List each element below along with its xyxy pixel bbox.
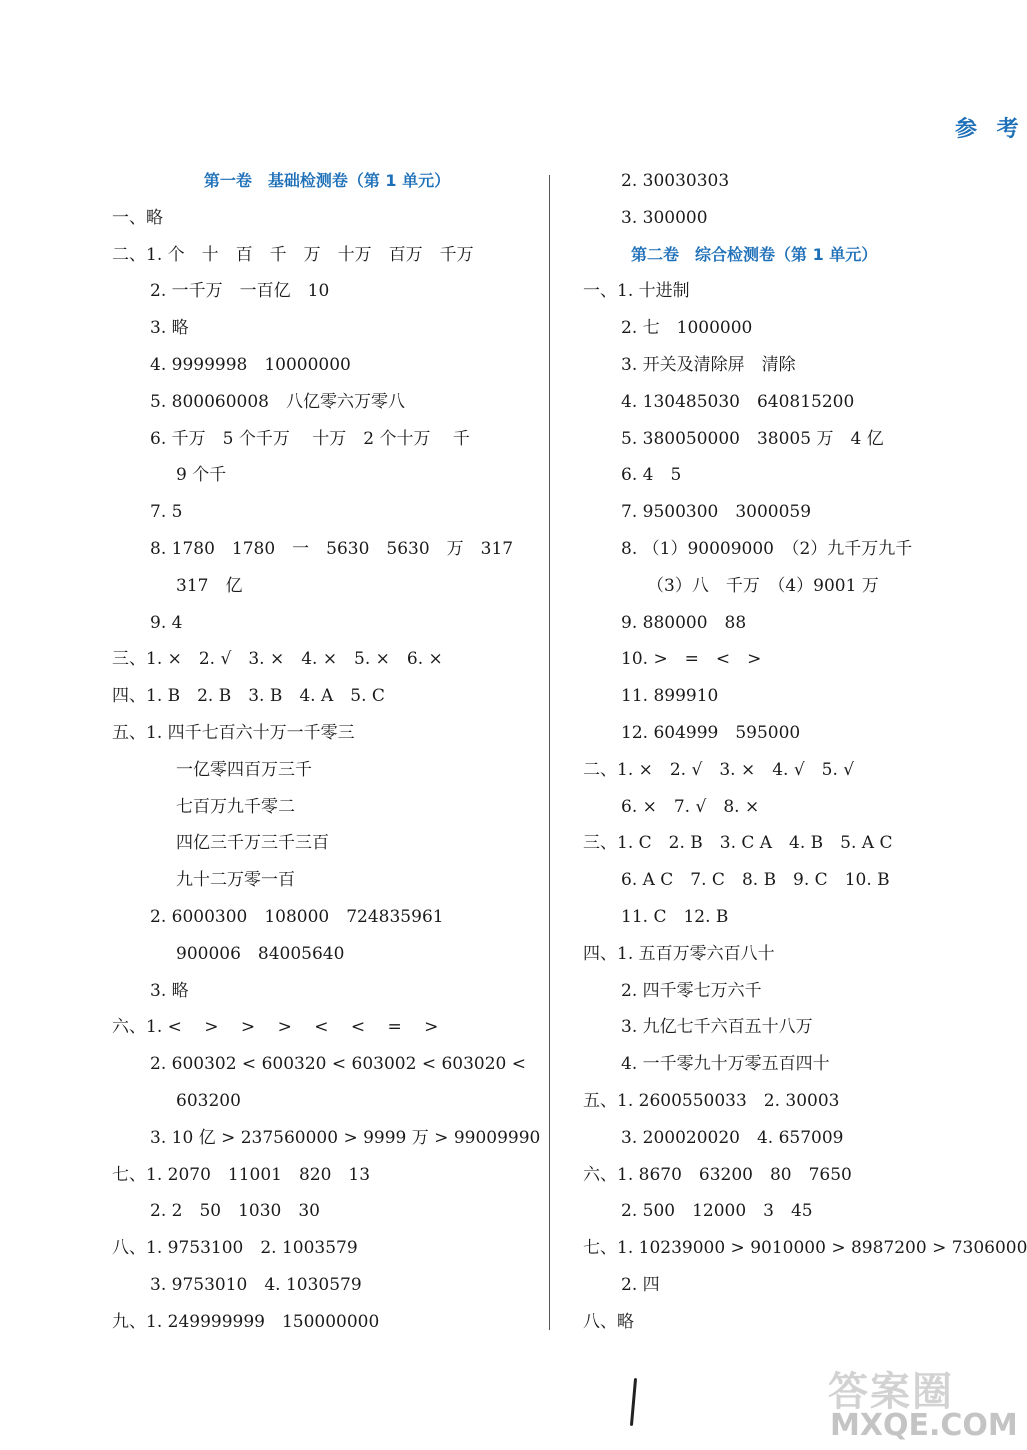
answer-line: 4. 一千零九十万零五百四十 (621, 1054, 830, 1075)
answer-line: 3. 略 (150, 980, 189, 1001)
answer-line: 2. 一千万 一百亿 10 (150, 281, 330, 302)
answer-line: 四、1. 五百万零六百八十 (583, 943, 775, 964)
answer-line: 7. 9500300 3000059 (621, 502, 812, 523)
answer-line: 2. 500 12000 3 45 (621, 1201, 813, 1222)
answer-line: 3. 300000 (621, 207, 708, 228)
answer-line: 二、1. 个 十 百 千 万 十万 百万 千万 (112, 244, 474, 265)
answer-line: 一、略 (112, 207, 163, 228)
answer-line: 6. 千万 5 个千万 十万 2 个十万 千 (150, 428, 470, 449)
answer-line: 二、1. × 2. √ 3. × 4. √ 5. √ (583, 759, 855, 780)
answer-line: 900006 84005640 (176, 943, 345, 964)
answer-line: 五、1. 四千七百六十万一千零三 (112, 722, 355, 743)
answer-line: 4. 9999998 10000000 (150, 354, 351, 375)
answer-line: 3. 9753010 4. 1030579 (150, 1274, 362, 1295)
answer-line: 五、1. 2600550033 2. 30003 (583, 1090, 840, 1111)
page-number-mark (630, 1378, 637, 1426)
answer-line: 3. 略 (150, 318, 189, 339)
section-title: 参 考 (955, 117, 1025, 142)
answer-line: 九、1. 249999999 150000000 (112, 1311, 380, 1332)
answer-line: 四亿三千万三千三百 (176, 833, 329, 854)
answer-line: 一、1. 十进制 (583, 281, 690, 302)
column-divider (549, 175, 550, 1330)
answer-line: 七百万九千零二 (176, 796, 295, 817)
answer-line: 六、1. 8670 63200 80 7650 (583, 1164, 852, 1185)
answer-line: 6. 4 5 (621, 465, 682, 486)
answer-line: 4. 130485030 640815200 (621, 391, 855, 412)
answer-line: 11. 899910 (621, 686, 719, 707)
answer-line: 2. 七 1000000 (621, 318, 753, 339)
answer-line: 2. 6000300 108000 724835961 (150, 906, 444, 927)
answer-line: 9. 880000 88 (621, 612, 747, 633)
watermark-text-bottom: MXQE.COM (830, 1408, 1018, 1443)
left-column (112, 163, 542, 1341)
section-heading: 第一卷 基础检测卷（第 1 单元） (203, 171, 451, 190)
answer-line: 3. 200020020 4. 657009 (621, 1127, 844, 1148)
answer-line: 三、1. C 2. B 3. C A 4. B 5. A C (583, 833, 893, 854)
right-column (583, 163, 1027, 1341)
answer-line: 3. 九亿七千六百五十八万 (621, 1017, 813, 1038)
answer-line: 2. 2 50 1030 30 (150, 1201, 320, 1222)
answer-line: 2. 四千零七万六千 (621, 980, 762, 1001)
watermark-text-top: 答案圈 (828, 1369, 954, 1415)
answer-line: 3. 开关及清除屏 清除 (621, 354, 796, 375)
answer-line: 8. （1）90009000 （2）九千万九千 (621, 538, 913, 559)
answer-line: 6. × 7. √ 8. × (621, 796, 760, 817)
answer-line: 3. 10 亿 > 237560000 > 9999 万 > 99009990 (150, 1127, 541, 1148)
answer-line: （3）八 千万 （4）9001 万 (647, 575, 879, 596)
answer-line: 6. A C 7. C 8. B 9. C 10. B (621, 870, 890, 891)
answer-line: 八、1. 9753100 2. 1003579 (112, 1238, 358, 1259)
answer-line: 12. 604999 595000 (621, 722, 801, 743)
answer-line: 317 亿 (176, 575, 243, 596)
answer-line: 5. 800060008 八亿零六万零八 (150, 391, 405, 412)
answer-line: 四、1. B 2. B 3. B 4. A 5. C (112, 686, 385, 707)
answer-line: 九十二万零一百 (176, 870, 295, 891)
answer-line: 七、1. 2070 11001 820 13 (112, 1164, 371, 1185)
answer-line: 603200 (176, 1090, 241, 1111)
answer-line: 一亿零四百万三千 (176, 759, 312, 780)
answer-line: 11. C 12. B (621, 906, 729, 927)
answer-line: 2. 30030303 (621, 171, 730, 191)
answer-line: 七、1. 10239000 > 9010000 > 8987200 > 7306000 (583, 1238, 1027, 1259)
answer-line: 9 个千 (176, 465, 227, 486)
answer-line: 10. > = < > (621, 649, 762, 670)
answer-line: 8. 1780 1780 一 5630 5630 万 317 (150, 538, 514, 559)
answer-line: 5. 380050000 38005 万 4 亿 (621, 428, 884, 449)
answer-line: 八、略 (583, 1311, 634, 1332)
answer-line: 三、1. × 2. √ 3. × 4. × 5. × 6. × (112, 649, 443, 670)
answer-line: 2. 600302 < 600320 < 603002 < 603020 < (150, 1054, 527, 1075)
answer-line: 2. 四 (621, 1274, 660, 1295)
watermark-logo (828, 1360, 1018, 1448)
answer-line: 9. 4 (150, 612, 183, 633)
answer-line: 六、1. < > > > < < = > (112, 1017, 439, 1038)
section-heading: 第二卷 综合检测卷（第 1 单元） (583, 244, 878, 264)
answer-line: 7. 5 (150, 502, 183, 523)
